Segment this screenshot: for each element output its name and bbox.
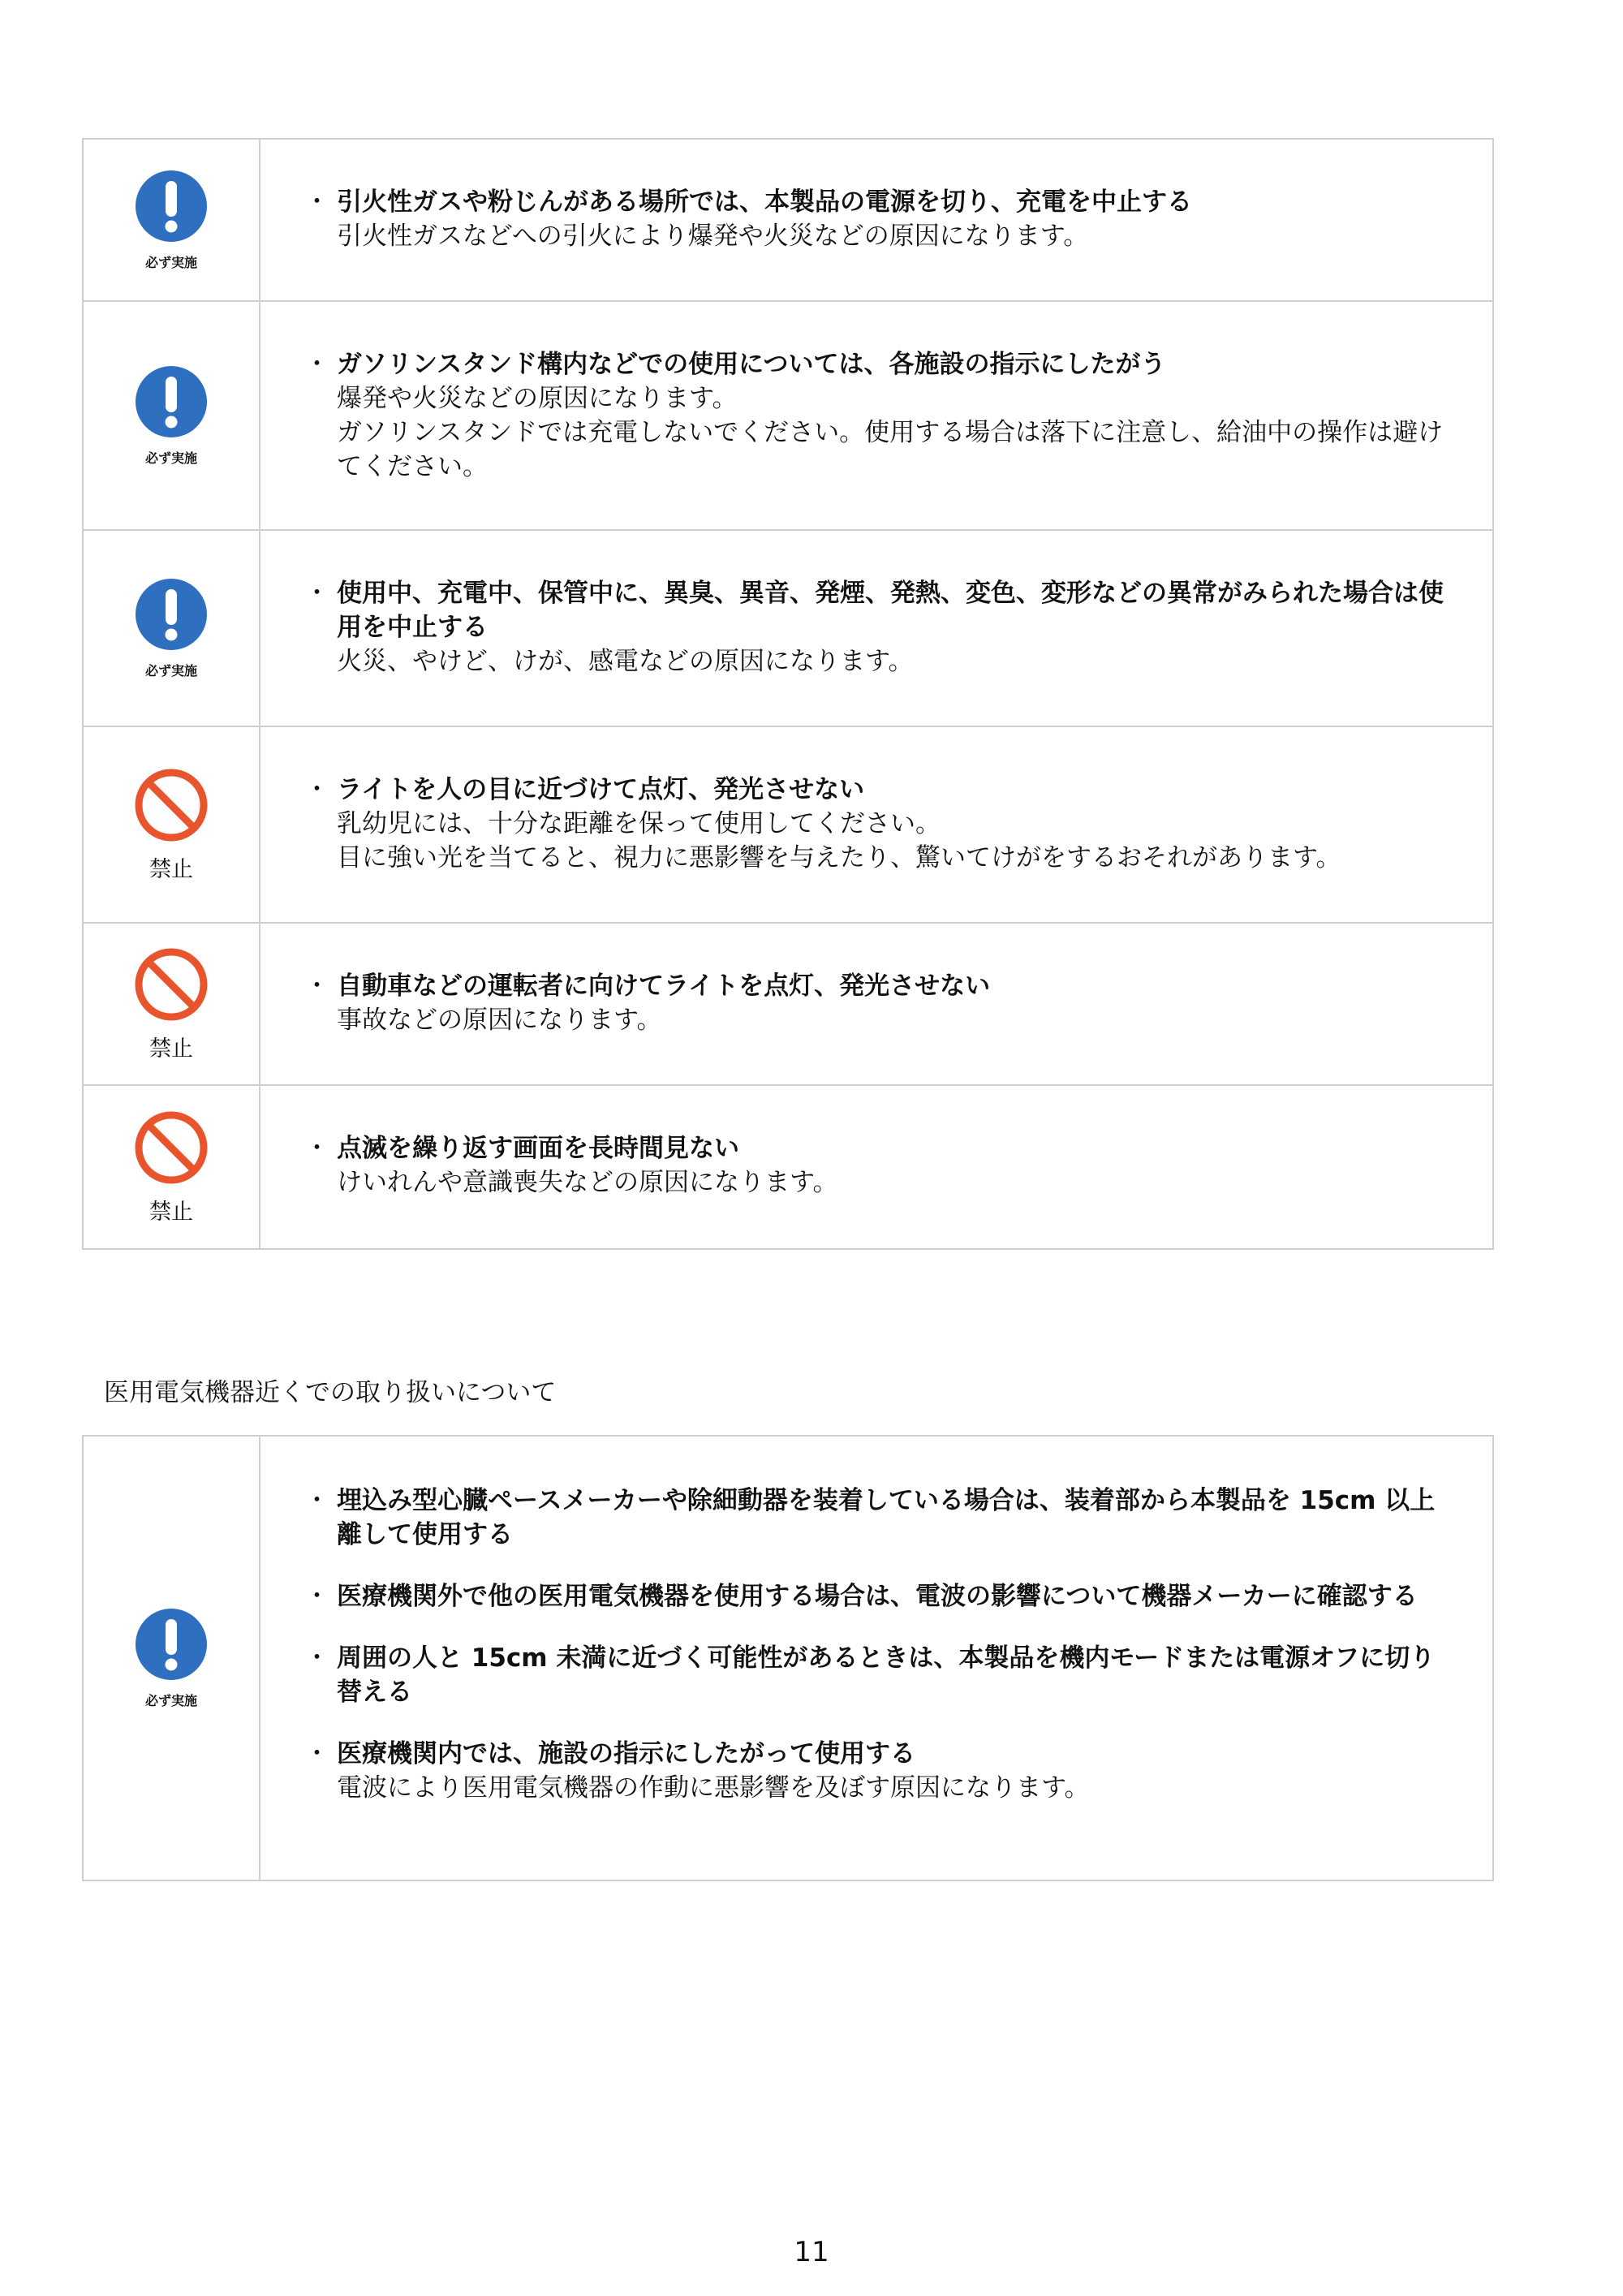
exclamation-circle-icon [135,170,208,246]
list-item [304,1641,1460,1709]
bullet: ・ [304,971,329,1001]
item-description: 電波により医用電気機器の作動に悪影響を及ぼす原因になります。 [337,1773,1090,1803]
icon-cell [84,924,260,1084]
item-heading: ガソリンスタンド構内などでの使用については、各施設の指示にしたがう [337,350,1166,379]
item-description: 事故などの原因になります。 [337,1006,662,1035]
text-cell [260,924,1492,1084]
icon-cell [84,1086,260,1248]
item-heading: 埋込み型心臓ペースメーカーや除細動器を装着している場合は、装着部から本製品を 15cm 以上離して使用する [337,1486,1436,1549]
item-heading: 医療機関外で他の医用電気機器を使用する場合は、電波の影響について機器メーカーに確認する [337,1582,1418,1611]
item-heading: 引火性ガスや粉じんがある場所では、本製品の電源を切り、充電を中止する [337,187,1192,217]
exclamation-circle-icon [135,1608,208,1684]
table-row [84,727,1492,924]
exclamation-circle-icon [135,365,208,442]
text-cell [260,302,1492,529]
mandatory-label: 必ず実施 [144,254,197,270]
bullet: ・ [304,775,329,804]
mandatory-label: 必ず実施 [144,662,197,678]
no-entry-icon [133,1109,209,1189]
table-row [84,140,1492,302]
prohibit-label: 禁止 [149,1036,193,1062]
no-entry-icon [133,946,209,1026]
bullet: ・ [304,1582,329,1611]
mandatory-label: 必ず実施 [144,450,197,466]
list-item [304,969,1460,1037]
table-row [84,924,1492,1086]
prohibit-label: 禁止 [149,1199,193,1225]
item-heading: 医療機関内では、施設の指示にしたがって使用する [337,1739,915,1768]
safety-table-medical [82,1435,1494,1881]
item-description: 乳幼児には、十分な距離を保って使用してください。 目に強い光を当てると、視力に悪影響を与えたり、驚いてけがをするおそれがあります。 [337,809,1341,872]
list-item [304,347,1460,484]
icon-cell [84,1437,260,1880]
text-cell [260,140,1492,300]
icon-cell [84,727,260,922]
text-cell [260,727,1492,922]
section-heading: 医用電気機器近くでの取り扱いについて [104,1378,557,1407]
item-heading: 点滅を繰り返す画面を長時間見ない [337,1134,739,1163]
item-description: 爆発や火災などの原因になります。 ガソリンスタンドでは充電しないでください。使用する場合は落下に注意し、給油中の操作は避けてください。 [337,384,1444,481]
list-item [304,1579,1460,1613]
prohibit-label: 禁止 [149,856,193,882]
safety-table-general [82,138,1494,1250]
page-number: 11 [794,2236,829,2268]
item-heading: 周囲の人と 15cm 未満に近づく可能性があるときは、本製品を機内モードまたは電源オフに切り替える [337,1643,1436,1707]
icon-cell [84,531,260,726]
table-row [84,531,1492,727]
text-cell [260,1437,1492,1880]
table-row [84,1437,1492,1880]
table-row [84,302,1492,531]
icon-cell [84,140,260,300]
list-item [304,576,1460,678]
table-row [84,1086,1492,1248]
item-heading: 使用中、充電中、保管中に、異臭、異音、発煙、発熱、変色、変形などの異常がみられた場合は使用を中止する [337,579,1444,642]
item-description: 引火性ガスなどへの引火により爆発や火災などの原因になります。 [337,222,1089,251]
mandatory-label: 必ず実施 [144,1692,197,1708]
bullet: ・ [304,1643,329,1673]
text-cell [260,531,1492,726]
list-item [304,1484,1460,1552]
bullet: ・ [304,1739,329,1768]
item-description: けいれんや意識喪失などの原因になります。 [337,1168,838,1197]
item-description: 火災、やけど、けが、感電などの原因になります。 [337,647,914,676]
list-item [304,773,1460,875]
bullet: ・ [304,350,329,379]
list-item [304,1131,1460,1200]
icon-cell [84,302,260,529]
text-cell [260,1086,1492,1248]
list-item [304,185,1460,253]
bullet: ・ [304,1486,329,1515]
bullet: ・ [304,1134,329,1163]
no-entry-icon [133,767,209,846]
bullet: ・ [304,579,329,608]
item-heading: ライトを人の目に近づけて点灯、発光させない [337,775,865,804]
list-item [304,1737,1460,1805]
exclamation-circle-icon [135,578,208,654]
item-heading: 自動車などの運転者に向けてライトを点灯、発光させない [337,971,991,1001]
bullet: ・ [304,187,329,217]
